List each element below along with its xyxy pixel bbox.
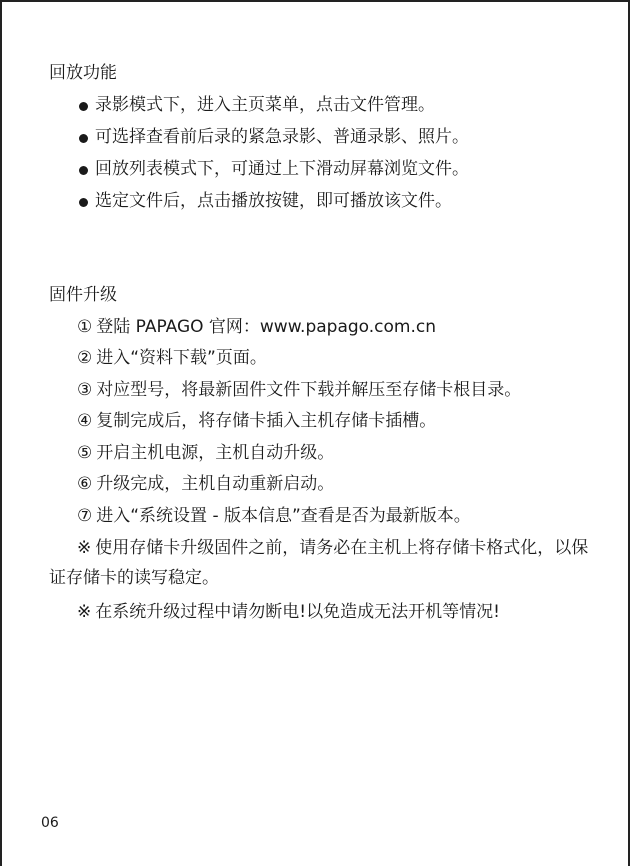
step-number: ⑦ <box>77 505 93 526</box>
playback-item <box>49 190 609 212</box>
playback-list <box>49 94 609 212</box>
bullet-dot-icon <box>79 198 88 207</box>
step-text: 复制完成后，将存储卡插入主机存储卡插槽。 <box>96 411 437 431</box>
firmware-step <box>49 410 609 432</box>
step-text: 登陆 PAPAGO 官网：www.papago.com.cn <box>96 316 437 337</box>
firmware-step <box>49 473 609 495</box>
firmware-step <box>49 347 609 369</box>
playback-title: 回放功能 <box>49 63 117 83</box>
firmware-note <box>49 597 604 627</box>
bullet-dot-icon <box>79 102 88 111</box>
step-number: ⑥ <box>77 474 93 494</box>
bullet-dot-icon <box>79 166 88 175</box>
firmware-step <box>49 442 609 464</box>
playback-item-text: 录影模式下，进入主页菜单，点击文件管理。 <box>95 95 435 115</box>
playback-item <box>49 94 609 116</box>
step-text: 开启主机电源，主机自动升级。 <box>96 442 335 463</box>
firmware-section <box>49 284 609 627</box>
step-number: ⑤ <box>77 442 93 463</box>
note-text: 使用存储卡升级固件之前，请务必在主机上将存储卡格式化，以保证存储卡的读写稳定。 <box>49 537 589 588</box>
step-text: 进入“系统设置 - 版本信息”查看是否为最新版本。 <box>96 505 471 526</box>
note-mark-icon: ※ <box>77 537 92 558</box>
step-text: 进入“资料下载”页面。 <box>96 348 267 368</box>
playback-item-text: 选定文件后，点击播放按键，即可播放该文件。 <box>95 191 452 211</box>
playback-item-text: 可选择查看前后录的紧急录影、普通录影、照片。 <box>95 127 469 147</box>
firmware-steps <box>49 316 609 527</box>
note-mark-icon: ※ <box>77 601 92 622</box>
playback-item-text: 回放列表模式下，可通过上下滑动屏幕浏览文件。 <box>95 159 469 179</box>
step-text: 对应型号，将最新固件文件下载并解压至存储卡根目录。 <box>96 379 522 400</box>
page-number: 06 <box>41 815 59 831</box>
playback-item <box>49 158 609 180</box>
note-text: 在系统升级过程中请勿断电!以免造成无法开机等情况! <box>95 601 500 622</box>
playback-item <box>49 126 609 148</box>
step-text: 升级完成，主机自动重新启动。 <box>96 474 335 494</box>
step-number: ③ <box>77 379 93 400</box>
firmware-step <box>49 316 609 338</box>
bullet-dot-icon <box>79 134 88 143</box>
firmware-note <box>49 533 604 593</box>
firmware-step <box>49 505 609 527</box>
step-number: ② <box>77 348 93 368</box>
firmware-step <box>49 379 609 401</box>
step-number: ④ <box>77 411 93 431</box>
step-number: ① <box>77 316 93 337</box>
playback-section <box>49 62 609 212</box>
firmware-title: 固件升级 <box>49 285 117 305</box>
